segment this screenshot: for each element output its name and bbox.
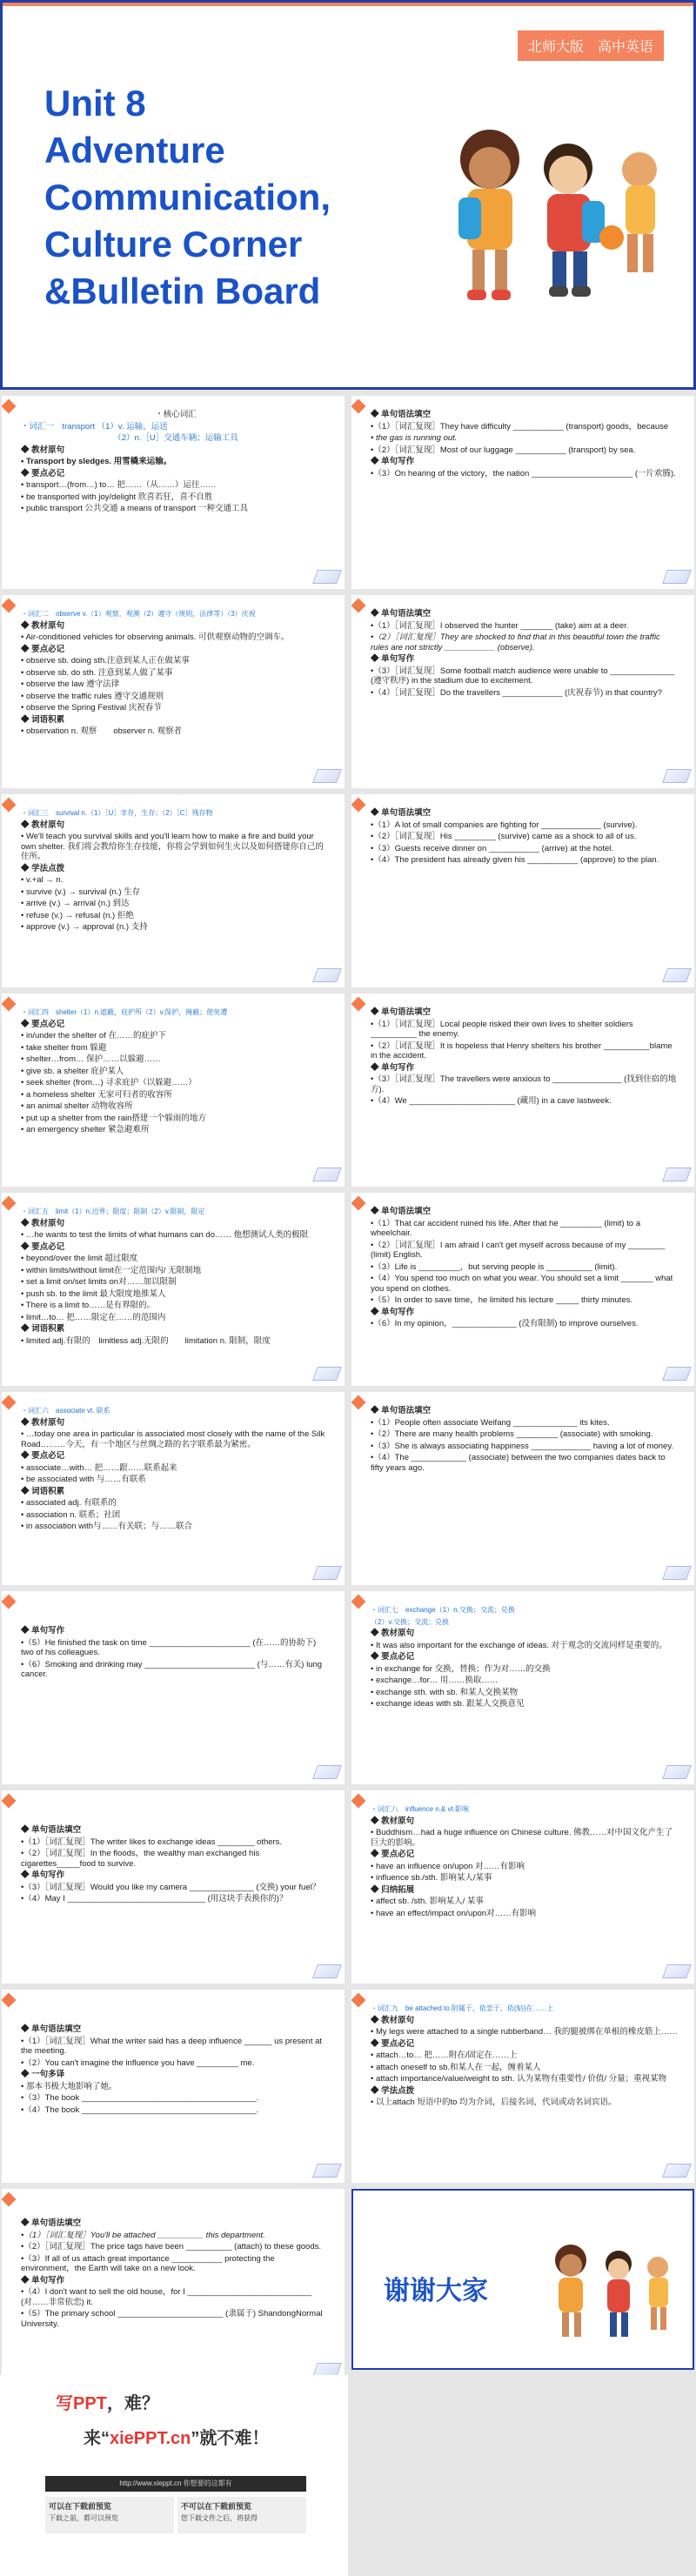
slide-line: • seek shelter (from…) 寻求庇护（以躲避……） (21, 1078, 197, 1087)
slide-line: • limit…to… 把……限定在……的范围内 (21, 1312, 166, 1322)
slide-line: • in association with与……有关联；与……联合 (21, 1522, 193, 1531)
slide-line: • observe the law 遵守法律 (21, 679, 120, 689)
slide-line: •（3）［词汇复现］The travellers were anxious to _______________ (找到住宿的地方). (371, 1074, 677, 1094)
promo-box-preview (45, 2497, 174, 2533)
slide-line: • attach oneself to sb.和某人在一起，缠着某人 (371, 2062, 541, 2072)
slide-limit-exercise (351, 1193, 694, 1386)
slide-line: ◆ 要点必记 (371, 1652, 415, 1662)
slide-shelter-vocab (2, 994, 345, 1187)
slide-line: • 以上attach 短语中的to 均为介词，后接名词，代词或动名词宾语。 (371, 2098, 617, 2107)
edition-badge: 北师大版 高中英语 (518, 30, 664, 61)
slide-line: •（3）Life is _________，but serving people is __________ (limit). (371, 1261, 618, 1272)
slide-limit-vocab (2, 1193, 345, 1386)
slide-line: •（5）He finished the task on time ______________________ (在……的协助下) two of his colleagues. (21, 1637, 317, 1657)
slide-line: ・核心词汇 (155, 410, 197, 419)
slide-line: ◆ 要点必记 (21, 644, 65, 654)
slide-line: •（5）In order to save time，he limited his lecture _____ thirty minutes. (371, 1295, 633, 1305)
slide-line: （2）n.［U］交通车辆；运输工具 (113, 433, 238, 443)
diamond-icon (351, 798, 365, 813)
slide-line: ◆ 词语积累 (21, 714, 65, 725)
slide-line: • observe the traffic rules 遵守交通规则 (21, 691, 164, 701)
promo-highlight: 写PPT (56, 2394, 107, 2413)
slide-line: ◆ 单句语法填空 (371, 1007, 432, 1017)
slide-line: • Buddhism…had a huge influence on Chinese culture. 佛教……对中国文化产生了巨大的影响。 (371, 1828, 673, 1848)
promo-banner (0, 2375, 348, 2576)
slide-line: ◆ 词语积累 (21, 1486, 65, 1496)
slide-line: • We'll teach you survival skills and you'll learn how to make a fire and build your own shelter. 我们将会教给你生存技能，你将会学到如何生火以及如何搭建你自己的住所。 (21, 832, 324, 861)
slide-line: ◆ 单句语法填空 (371, 609, 432, 619)
slide-line: ◆ 单句写作 (371, 457, 415, 466)
slide-line: • associate…with… 把……跟……联系起来 (21, 1462, 177, 1473)
slide-line: ◆ 要点必记 (21, 1019, 65, 1029)
slide-line: ・词汇一 transport （1）v. 运输，运送 (21, 421, 168, 432)
slide-content (21, 2024, 331, 2171)
slide-line: ◆ 教材原句 (371, 2015, 415, 2025)
slide-line: •（1）A lot of small companies are fighting for _____________ (survive). (371, 820, 638, 830)
slide-line: ◆ 教材原句 (21, 445, 65, 455)
slide-line: •（4）The president has already given his ___________ (approve) to the plan. (371, 855, 659, 865)
promo-box-title: 不可以在下载前预览 (181, 2502, 252, 2511)
slide-line: ◆ 单句写作 (371, 1062, 415, 1073)
slide-content (21, 1626, 331, 1772)
slide-line: ・词汇六 associate vt. 联系 (21, 1407, 110, 1415)
slide-survival-vocab (2, 794, 345, 987)
slide-content (371, 808, 680, 975)
slide-line: ◆ 单句语法填空 (21, 2024, 82, 2034)
slide-line: •（2）You can't imagine the influence you have _________ me. (21, 2057, 255, 2068)
slide-line: • attach…to… 把……附在/固定在……上 (371, 2051, 518, 2060)
slide-line: ◆ 单句写作 (21, 2275, 65, 2285)
slide-line: ◆ 学法点拨 (371, 2085, 415, 2096)
diamond-icon (2, 599, 16, 613)
slide-line: ◆ 学法点拨 (21, 863, 65, 873)
slide-line: ◆ 单句语法填空 (371, 808, 432, 818)
diamond-icon (351, 399, 365, 414)
slide-line: • arrive (v.) → arrival (n.) 到达 (21, 899, 130, 908)
slide-line: • observe the Spring Festival 庆祝春节 (21, 703, 162, 713)
slide-line: • associated adj. 有联系的 (21, 1498, 117, 1508)
top-accent-line (3, 3, 693, 6)
slide-associate-vocab (2, 1392, 345, 1585)
slide-line: • observe sb. do sth. 注意到某人做了某事 (21, 667, 173, 678)
slide-content (21, 1007, 331, 1174)
slide-line: ◆ 要点必记 (21, 468, 65, 478)
slide-line: • shelter…from… 保护……以躲避…… (21, 1054, 161, 1064)
slide-line: •（4）［词汇复现］Do the travellers _____________ (庆祝春节) in that country? (371, 687, 662, 698)
diamond-icon (2, 1196, 16, 1211)
slide-line: •（3）If all of us attach great importance ___________ protecting the environment，the Earth will take on a new look. (21, 2253, 275, 2273)
slide-line: • Transport by sledges. 用雪橇来运输。 (21, 457, 172, 466)
slide-influence-exercise (2, 1990, 345, 2183)
diamond-icon (2, 798, 16, 813)
slide-line: •（1）［词汇复现］The writer likes to exchange ideas ________ others. (21, 1837, 283, 1847)
slide-content (21, 1406, 331, 1573)
slide-line: • influence sb./sth. 影响某人/某事 (371, 1873, 492, 1883)
slide-exchange-vocab (351, 1591, 694, 1784)
students-illustration (536, 2234, 684, 2347)
slide-line: ・词汇三 survival n.（1）［U］幸存，生存；（2）［C］残存物 (21, 809, 213, 817)
students-illustration (438, 107, 664, 325)
slide-line: ◆ 单句写作 (371, 654, 415, 664)
slide-content (371, 1605, 680, 1772)
slide-line: •（2）［词汇复现］I am afraid I can't get myself across because of my ________ (limit) English. (371, 1240, 666, 1260)
diamond-icon (351, 1395, 365, 1410)
slide-line: •（4）You spend too much on what you wear. You should set a limit _______ what you spend on clothes. (371, 1274, 673, 1294)
slide-line: • push sb. to the limit 最大限度地推某人 (21, 1288, 166, 1299)
title-line-5: &Bulletin Board (44, 271, 321, 311)
slide-line: •（1）［词汇复现］I observed the hunter _______ (take) aim at a deer. (371, 620, 629, 631)
slide-line: • have an influence on/upon 对……有影响 (371, 1861, 525, 1871)
slide-line: •（1）［词汇复现］You'll be attached __________ this department. (21, 2230, 265, 2240)
slide-line: • have an effect/impact on/upon对……有影响 (371, 1908, 537, 1918)
slide-content (21, 1207, 331, 1374)
diamond-icon (351, 599, 365, 613)
slide-line: ◆ 单句写作 (21, 1626, 65, 1636)
diamond-icon (2, 1794, 16, 1809)
promo-suffix: ，难？ (106, 2394, 159, 2413)
promo-url-strip[interactable]: http://www.xieppt.cn 你想要的这都有 (45, 2476, 306, 2492)
slide-line: •（3）On hearing of the victory，the nation ______________________ (一片欢腾). (371, 468, 676, 478)
slide-line: • limited adj.有限的 limitless adj.无限的 limitation n. 限制，限度 (21, 1335, 271, 1346)
diamond-icon (2, 1595, 16, 1609)
slide-line: • exchange ideas with sb. 跟某人交换意见 (371, 1699, 525, 1709)
slide-line: •（1）［词汇复现］They have difficulty ___________ (transport) goods，because (371, 421, 669, 432)
slide-line: ◆ 要点必记 (371, 1850, 415, 1859)
slide-line: ◆ 单句语法填空 (21, 2218, 82, 2228)
title-line-2: Adventure (44, 130, 225, 171)
slide-line: ◆ 单句写作 (371, 1307, 415, 1317)
slide-line: •（2）［词汇复现］The price tags have been __________ (attach) to these goods. (21, 2242, 321, 2251)
slide-line: ◆ 词语积累 (21, 1324, 65, 1334)
diamond-icon (2, 1993, 16, 2008)
slide-line: ◆ 要点必记 (21, 1241, 65, 1252)
title-line-3: Communication, (44, 177, 331, 217)
slide-line: • transport…(from…) to… 把……（从……）运往…… (21, 480, 217, 490)
slide-line: （2）v.交换；交流；兑换 (371, 1617, 450, 1626)
slide-line: •（1）［词汇复现］What the writer said has a deep influence ______ us present at the meeting. (21, 2036, 323, 2056)
slide-line: • an emergency shelter 紧急避难所 (21, 1125, 150, 1134)
slide-line: •（4）I don't want to sell the old house，for I ___________________________ (对……非常依恋) it. (21, 2287, 312, 2307)
diamond-icon (2, 399, 16, 414)
slide-line: •（1）That car accident ruined his life. After that he _________ (limit) to a wheelchair. (371, 1218, 641, 1238)
slide-line: ◆ 教材原句 (371, 1816, 415, 1826)
slide-content (21, 1825, 331, 1971)
slide-line: •（4）We _______________________ (藏用) in a cave lastweek. (371, 1096, 612, 1106)
slide-line: •（2）［词汇复现］Most of our luggage ___________ (transport) by sea. (371, 445, 636, 455)
slide-attach-vocab (351, 1990, 694, 2183)
slide-influence-vocab (351, 1790, 694, 1984)
slide-line: ・词汇九 be attached to 附属于，依恋于，依(贴)在……上 (371, 2004, 554, 2012)
slide-associate-writing (2, 1591, 345, 1784)
slide-line: •（2）［词汇复现］They are shocked to find that in this beautiful town the traffic rules are not strictly ___________ (observe). (371, 632, 660, 652)
promo-box-no-preview (177, 2497, 306, 2533)
diamond-icon (2, 997, 16, 1012)
slide-content (371, 2004, 680, 2171)
slide-line: •（2）There are many health problems _________ (associate) with smoking. (371, 1429, 653, 1439)
slide-line: •（3）The book ______________________________________. (21, 2093, 259, 2103)
diamond-icon (351, 1196, 365, 1211)
slide-line: ・词汇七 exchange（1）n.交换；交流；兑换 (371, 1606, 515, 1614)
slide-content (21, 2218, 331, 2370)
slide-line: • in/under the shelter of 在……的庇护下 (21, 1031, 166, 1040)
slide-associate-exercise (351, 1392, 694, 1585)
title-line-1: Unit 8 (44, 83, 146, 124)
slide-content (21, 609, 331, 776)
slide-line: • association n. 联系；社团 (21, 1509, 121, 1520)
slide-line: • put up a shelter from the rain搭建一个躲雨的地方 (21, 1113, 206, 1123)
slide-line: ◆ 教材原句 (21, 820, 65, 830)
diamond-icon (2, 1395, 16, 1410)
slide-line: ◆ 一句多译 (21, 2070, 65, 2079)
title-line-4: Culture Corner (44, 224, 303, 264)
diamond-icon (351, 997, 365, 1012)
slide-shelter-exercise (351, 994, 694, 1187)
slide-line: • My legs were attached to a single rubberband… 我的腿被绑在单根的橡皮筋上…… (371, 2027, 678, 2037)
slide-content (21, 410, 331, 577)
slide-line: • …today one area in particular is associated most closely with the name of the Silk Road………今天，有一个地区与丝绸之路的名字联系最为紧密。 (21, 1429, 325, 1449)
slide-transport-exercise (351, 396, 694, 589)
slide-line: • …he wants to test the limits of what humans can do…… 他想测试人类的极限 (21, 1230, 309, 1240)
slide-line: • observe sb. doing sth.注意到某人正在做某事 (21, 656, 190, 666)
slide-content (371, 410, 680, 577)
slide-line: • be transported with joy/delight 欣喜若狂，喜不自胜 (21, 492, 213, 502)
slide-line: • set a limit on/set limits on对……加以限制 (21, 1277, 177, 1287)
diamond-icon (351, 1993, 365, 2008)
slide-line: • exchange sth. with sb. 和某人交换某物 (371, 1687, 519, 1697)
slide-line: ◆ 教材原句 (21, 620, 65, 631)
slide-line: • affect sb. /sth. 影响某人/ 某事 (371, 1897, 484, 1906)
slide-line: • It was also important for the exchange of ideas. 对于观念的交流同样是重要的。 (371, 1640, 667, 1650)
slide-line: •（3）［词汇复现］Some football match audience were unable to ______________ (遵守秩序) in the stadium due to excitement. (371, 666, 675, 686)
promo-box-title: 可以在下载前预览 (49, 2502, 112, 2511)
slide-content (371, 1804, 680, 1971)
slide-line: ◆ 单句语法填空 (21, 1825, 82, 1835)
slide-line: • the gas is running out. (371, 433, 458, 443)
slide-content (371, 1406, 680, 1573)
diamond-icon (351, 1794, 365, 1809)
slide-content (371, 1207, 680, 1374)
promo-brand: xiePPT.cn (110, 2429, 191, 2448)
slide-line: ◆ 单句语法填空 (371, 1207, 432, 1216)
slide-content (371, 1007, 680, 1174)
slide-line: ◆ 要点必记 (21, 1451, 65, 1461)
slide-line: • Air-conditioned vehicles for observing animals. 可供观察动物的空调车。 (21, 632, 290, 642)
slide-line: • survive (v.) → survival (n.) 生存 (21, 887, 141, 897)
slide-line: •（6）In my opinion，______________ (没有限制) to improve ourselves. (371, 1319, 639, 1328)
promo-box-text: 您下载文件之后，将获得 (181, 2514, 258, 2522)
slide-line: •（4）May I ______________________________ (用这块手表换你的)？ (21, 1894, 288, 1904)
slide-line: ◆ 教材原句 (21, 1417, 65, 1428)
slide-line: • public transport 公共交通 a means of transport 一种交通工具 (21, 504, 248, 513)
slide-line: • be associated with 与……有联系 (21, 1475, 146, 1484)
promo-line-1 (56, 2389, 159, 2414)
slide-line: •（2）［词汇复现］In the floods，the wealthy man exchanged his cigarettes_____food to survive. (21, 1849, 260, 1869)
slide-line: •（3）She is always associating happiness _____________ having a lot of money. (371, 1441, 674, 1451)
diamond-icon (2, 2192, 16, 2207)
slide-line: •（2）［词汇复现］His _________ (survive) came as a shock to all of us. (371, 832, 637, 841)
slide-line: ◆ 教材原句 (21, 1218, 65, 1228)
slide-line: • take shelter from 躲避 (21, 1042, 107, 1053)
slide-content (21, 808, 331, 975)
promo-box-text: 下载之前，都可以预览 (49, 2514, 118, 2522)
slide-line: ◆ 单句写作 (21, 1870, 65, 1880)
slide-content (371, 609, 680, 776)
slide-line: • 那本书极大地影响了她。 (21, 2081, 117, 2091)
slide-line: •（4）The ____________ (associate) between the two companies dates back to fifty years ago. (371, 1453, 666, 1473)
promo-line-2 (84, 2424, 269, 2449)
slide-line: •（6）Smoking and drinking may ________________________ (与……有关) lung cancer. (21, 1659, 323, 1679)
slide-line: •（2）［词汇复现］It is hopeless that Henry shelters his brother __________blame in the accident. (371, 1040, 673, 1061)
promo-suffix: ”就不难！ (191, 2429, 270, 2448)
slide-line: •（3）Guests receive dinner on ___________ (arrive) at the hotel. (371, 843, 613, 853)
slide-line: • beyond/over the limit 超过限度 (21, 1254, 138, 1263)
slide-line: •（1）［词汇复现］Local people risked their own lives to shelter soldiers __________ the enemy. (371, 1019, 633, 1039)
slide-line: •（1）People often associate Weifang ______________ its kites. (371, 1417, 610, 1428)
slide-attach-exercise (2, 2189, 345, 2382)
slide-line: •（4）The book ______________________________________. (21, 2104, 259, 2115)
slide-line: ◆ 归纳拓展 (371, 1884, 415, 1895)
slide-line: • observation n. 观察 observer n. 观察者 (21, 726, 182, 736)
slide-line: ・词汇四 shelter（1）n.遮蔽，庇护所（2）v.保护，掩蔽；使免遭 (21, 1008, 228, 1016)
slide-line: • v.+al → n. (21, 875, 64, 885)
slide-observe-vocab (2, 595, 345, 788)
slide-line: ◆ 教材原句 (371, 1629, 415, 1638)
title-slide (0, 0, 696, 390)
slide-observe-exercise (351, 595, 694, 788)
slide-exchange-exercise (2, 1790, 345, 1984)
thanks-text: 谢谢大家 (384, 2277, 488, 2305)
slide-line: • give sb. a shelter 庇护某人 (21, 1066, 124, 1076)
slide-line: • There is a limit to……是有界限的。 (21, 1301, 156, 1310)
slide-line: ◆ 单句语法填空 (371, 1406, 432, 1415)
slide-line: ◆ 要点必记 (371, 2038, 415, 2049)
slide-line: • an animal shelter 动物收容所 (21, 1101, 133, 1111)
slide-survival-exercise (351, 794, 694, 987)
slide-line: • within limits/without limit在一定范围内/ 无限制地 (21, 1265, 202, 1275)
slide-line: •（5）The primary school _______________________ (隶属于) ShandongNormal University. (21, 2309, 323, 2329)
slide-line: • exchange…for… 用……换取…… (371, 1676, 499, 1685)
slide-line: ・词汇二 observe v.（1）观察，观测（2）遵守（规则，法律等）（3）庆祝 (21, 610, 256, 618)
slide-line: •（3）［词汇复现］Would you like my camera ______________ (交换) your fuel？ (21, 1882, 321, 1892)
diamond-icon (351, 1595, 365, 1609)
slide-line: • refuse (v.) → refusal (n.) 拒绝 (21, 910, 134, 920)
slide-line: • attach importance/value/weight to sth. 认为某物有重要性/ 价值/ 分量；重视某物 (371, 2074, 667, 2084)
promo-prefix: 来“ (84, 2429, 110, 2448)
slide-line: • a homeless shelter 无家可归者的收容所 (21, 1089, 172, 1100)
slide-line: ・词汇五 limit（1）n.边界；限度；限制（2）v.限制，限定 (21, 1208, 205, 1215)
slide-thanks (351, 2189, 694, 2370)
slide-line: ◆ 单句语法填空 (371, 410, 432, 419)
slide-line: • approve (v.) → approval (n.) 支持 (21, 922, 148, 932)
slide-line: • in exchange for 交换，替换；作为对……的交换 (371, 1663, 551, 1674)
slide-line: ・词汇八 influence n.& vt.影响 (371, 1805, 469, 1813)
slide-transport-vocab (2, 396, 345, 589)
